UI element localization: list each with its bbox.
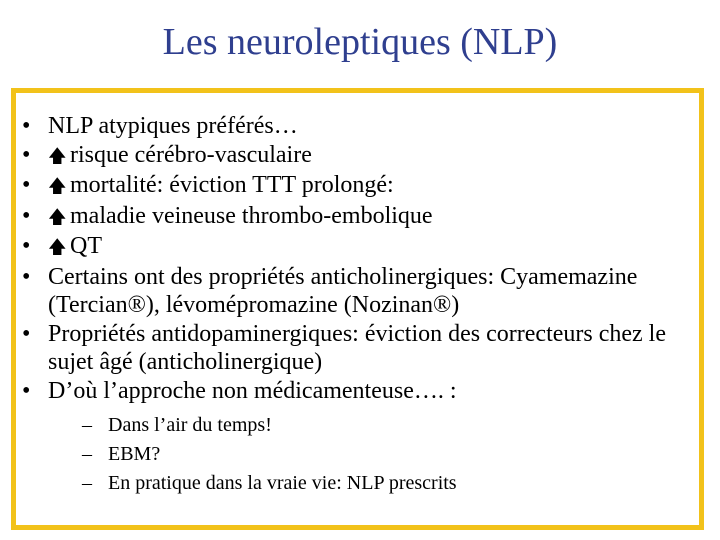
bullet-item: • NLP atypiques préférés… (22, 113, 298, 139)
bullet-item: • 🡅 QT (22, 232, 712, 263)
bullet-list (22, 112, 712, 498)
bullet-item: • 🡅 maladie veineuse thrombo-embolique (22, 202, 712, 233)
bullet-item: • 🡅 mortalité: éviction TTT prolongé: (22, 171, 712, 202)
sub-bullet-item: – En pratique dans la vraie vie: NLP prescrits (82, 472, 457, 494)
slide-title: Les neuroleptiques (NLP) (162, 21, 558, 63)
sub-bullet-item: – Dans l’air du temps! (82, 414, 272, 436)
up-arrow-icon: 🡅 (48, 145, 67, 167)
up-arrow-icon: 🡅 (48, 237, 67, 258)
bullet-item: • D’où l’approche non médicamenteuse…. : – Dans l’air du temps! – EBM? – En pratique dans la vraie vie: NLP prescrits (22, 377, 712, 499)
bullet-item: • Certains ont des propriétés anticholinergiques: Cyamemazine (Tercian®), lévomépromazine (Nozinan®) (22, 263, 638, 318)
bullet-item: • 🡅 risque cérébro-vasculaire (22, 141, 712, 172)
sub-bullet-item: – EBM? (82, 443, 161, 465)
up-arrow-icon: 🡅 (48, 206, 67, 228)
bullet-item: • Propriétés antidopaminergiques: éviction des correcteurs chez le sujet âgé (anticholinergique) (22, 320, 666, 375)
sub-bullet-list (48, 411, 712, 498)
up-arrow-icon: 🡅 (48, 176, 67, 197)
